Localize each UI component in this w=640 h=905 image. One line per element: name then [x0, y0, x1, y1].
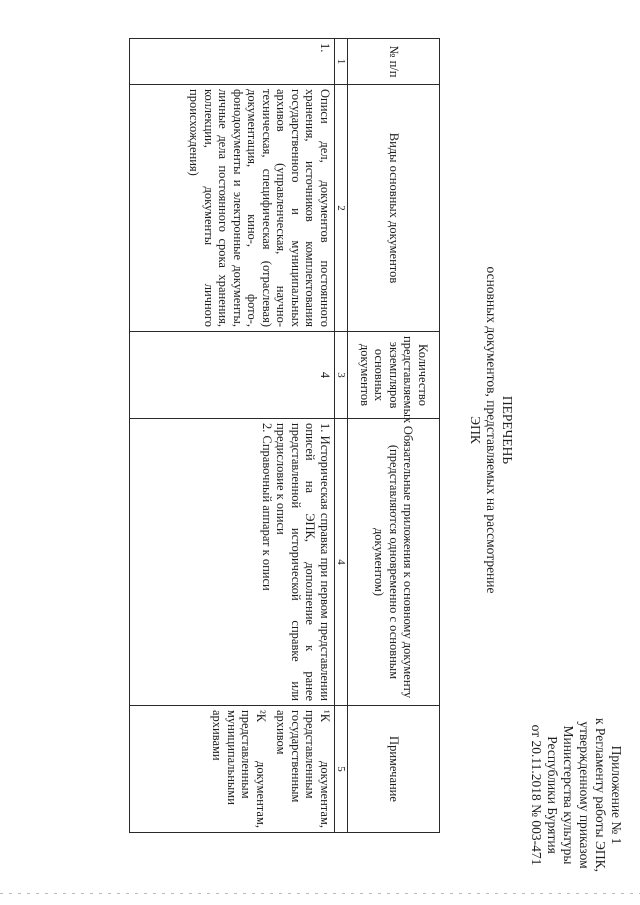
column-number: 2	[335, 85, 348, 332]
approval-line: к Регламенту работы ЭПК,	[593, 717, 608, 872]
document-heading	[467, 200, 515, 660]
column-number-row	[335, 39, 348, 833]
column-number: 3	[335, 332, 348, 419]
approval-line: утвержденному приказом	[577, 721, 592, 869]
row-note	[130, 706, 335, 833]
approval-line: от 20.11.2018 № 003-471	[529, 724, 544, 866]
row-appendix	[130, 419, 335, 706]
column-number: 4	[335, 419, 348, 706]
document-title: ПЕРЕЧЕНЬ	[500, 395, 515, 465]
table-header-row	[348, 39, 440, 833]
approval-line: Приложение № 1	[609, 745, 624, 845]
header-note: Примечание	[348, 706, 440, 833]
document-subtitle: основных документов, представляемых на рассмотрение	[484, 266, 499, 594]
row-kind: Описи дел, документов постоянного хранения, источников комплектования государственного и муниципальных архивов (управленческая, научно-техническая, специфическая (отраслевая) документация, кино-, фото-, фонодокументы и электронные документы, личные дела постоянного срока хранения, коллекции, документы личного происхождения)	[130, 85, 335, 332]
approval-block	[528, 700, 624, 890]
documents-table	[129, 38, 440, 833]
header-kind: Виды основных документов	[348, 85, 440, 332]
header-appendix: Обязательные приложения к основному документу (представляются одновременно с основным документом)	[348, 419, 440, 706]
scan-edge-artifact	[0, 893, 640, 894]
column-number: 5	[335, 706, 348, 833]
row-number: 1.	[130, 39, 335, 85]
approval-line: Республики Бурятия	[545, 736, 560, 854]
document-subtitle-end: ЭПК	[468, 416, 483, 444]
table-row	[130, 39, 335, 833]
appendix-item-1: 1. Историческая справка при первом представлении описей на ЭПК, дополнение к ранее представленной исторической справке или предисловие к описи	[274, 423, 332, 701]
note-item-2: ²К документам, представленным муниципальными архивами	[210, 710, 268, 828]
note-item-1: ¹К документам, представленным государственным архивом	[274, 710, 332, 828]
header-count: Количество представляемых экземпляров основных документов	[348, 332, 440, 419]
appendix-item-2: 2. Справочный аппарат к описи	[260, 423, 274, 591]
row-count: 4	[130, 332, 335, 419]
column-number: 1	[335, 39, 348, 85]
header-number: № п/п	[348, 39, 440, 85]
approval-line: Министерства культуры	[561, 725, 576, 865]
